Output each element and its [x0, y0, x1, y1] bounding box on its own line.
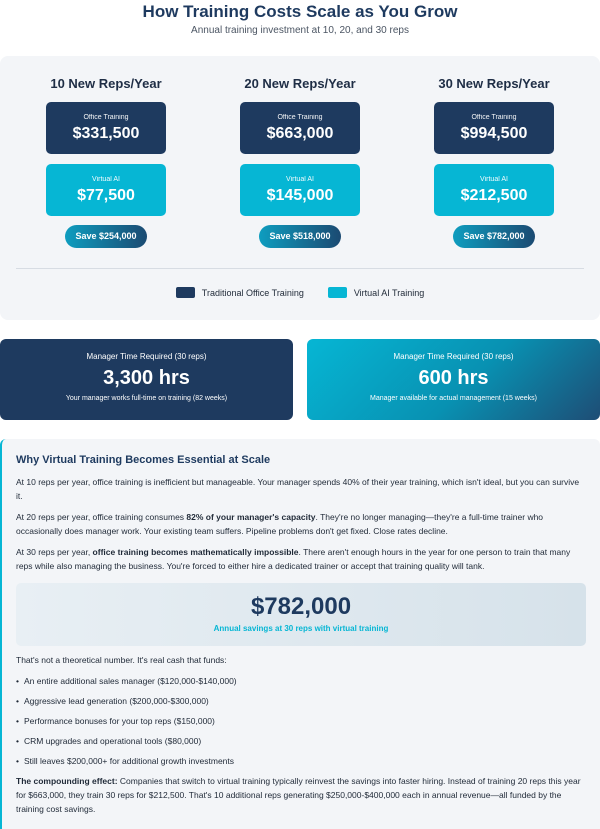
- manager-time-note: Manager available for actual management (15 weeks): [370, 395, 537, 402]
- manager-time-label: Manager Time Required (30 reps): [86, 352, 207, 361]
- savings-highlight-value: $782,000: [250, 593, 352, 620]
- funds-list: [16, 674, 586, 768]
- text: . There aren't enough hours in the year for one person to train that many reps while also managing the business. You're forced to either hire a dedicated trainer or accept that training quality will tank.: [16, 547, 571, 571]
- legend-swatch-virtual: [328, 287, 347, 298]
- manager-time-value: 600 hrs: [418, 367, 489, 389]
- paragraph-20-reps: [16, 510, 586, 538]
- virtual-ai-card: [434, 164, 554, 216]
- cost-comparison-panel: [0, 56, 600, 320]
- office-training-card: [434, 102, 554, 154]
- virtual-ai-label: Virtual AI: [92, 175, 120, 183]
- column-heading: 10 New Reps/Year: [50, 76, 162, 91]
- manager-time-value: 3,300 hrs: [103, 367, 190, 389]
- text: At 30 reps per year,: [16, 547, 93, 557]
- virtual-ai-value: $212,500: [460, 186, 528, 204]
- savings-highlight-label: Annual savings at 30 reps with virtual training: [213, 624, 389, 633]
- office-training-label: Office Training: [277, 113, 323, 121]
- column-heading: 30 New Reps/Year: [438, 76, 550, 91]
- office-training-value: $663,000: [266, 124, 334, 142]
- column-heading: 20 New Reps/Year: [244, 76, 356, 91]
- legend-label-virtual: Virtual AI Training: [353, 287, 425, 298]
- emphasis: 82% of your manager's capacity: [186, 512, 316, 522]
- manager-time-label: Manager Time Required (30 reps): [393, 352, 514, 361]
- manager-time-office-card: [0, 339, 293, 420]
- list-item: • Still leaves $200,000+ for additional growth investments: [16, 754, 586, 768]
- legend-item-office: [176, 287, 304, 298]
- funds-intro: That's not a theoretical number. It's real cash that funds:: [16, 655, 227, 665]
- virtual-ai-value: $145,000: [266, 186, 334, 204]
- legend-item-virtual: [328, 287, 424, 298]
- legend-label-office: Traditional Office Training: [201, 287, 304, 298]
- essay-section: [0, 439, 600, 829]
- office-training-label: Office Training: [471, 113, 517, 121]
- paragraph-30-reps: [16, 545, 586, 573]
- compounding-paragraph: [16, 774, 586, 816]
- office-training-label: Office Training: [83, 113, 129, 121]
- emphasis: The compounding effect:: [16, 776, 118, 786]
- virtual-ai-label: Virtual AI: [480, 175, 508, 183]
- list-item: • CRM upgrades and operational tools ($80,000): [16, 734, 586, 748]
- text: . They're no longer managing—they're a full-time trainer who occasionally does manager work. Your existing team suffers. Pipeline problems don't get fixed. Close rates decline.: [16, 512, 544, 536]
- virtual-ai-label: Virtual AI: [286, 175, 314, 183]
- virtual-ai-card: [46, 164, 166, 216]
- office-training-value: $994,500: [460, 124, 528, 142]
- column-20-reps: [238, 76, 362, 248]
- savings-highlight: [16, 583, 586, 646]
- column-30-reps: [432, 76, 556, 248]
- office-training-card: [46, 102, 166, 154]
- manager-time-virtual-card: [307, 339, 600, 420]
- header: [0, 0, 600, 36]
- legend: [0, 287, 600, 298]
- office-training-card: [240, 102, 360, 154]
- manager-time-note: Your manager works full-time on training (82 weeks): [65, 395, 228, 402]
- text: Companies that switch to virtual training typically reinvest the savings into faster hiring. Instead of training 20 reps this year for $663,000, they train 30 reps for $212,500. That's 10 additional reps generating $250,000-$400,000 each in annual revenue—all funded by the training cost savings.: [16, 776, 581, 814]
- column-10-reps: [44, 76, 168, 248]
- page-subtitle: Annual training investment at 10, 20, and 30 reps: [191, 25, 409, 36]
- list-item: • Performance bonuses for your top reps ($150,000): [16, 714, 586, 728]
- virtual-ai-value: $77,500: [77, 186, 135, 204]
- divider: [16, 268, 584, 269]
- essay-title: Why Virtual Training Becomes Essential at Scale: [16, 454, 271, 466]
- savings-badge: Save $518,000: [259, 225, 340, 248]
- office-training-value: $331,500: [72, 124, 140, 142]
- list-item: • Aggressive lead generation ($200,000-$300,000): [16, 694, 586, 708]
- savings-badge: Save $254,000: [65, 225, 146, 248]
- page-title: How Training Costs Scale as You Grow: [142, 2, 458, 21]
- savings-badge: Save $782,000: [453, 225, 534, 248]
- paragraph-10-reps: At 10 reps per year, office training is inefficient but manageable. Your manager spends 40% of their year training, which isn't ideal, but you can survive it.: [16, 477, 580, 501]
- legend-swatch-office: [176, 287, 195, 298]
- virtual-ai-card: [240, 164, 360, 216]
- emphasis: office training becomes mathematically impossible: [92, 547, 299, 557]
- text: At 20 reps per year, office training consumes: [16, 512, 187, 522]
- list-item: • An entire additional sales manager ($120,000-$140,000): [16, 674, 586, 688]
